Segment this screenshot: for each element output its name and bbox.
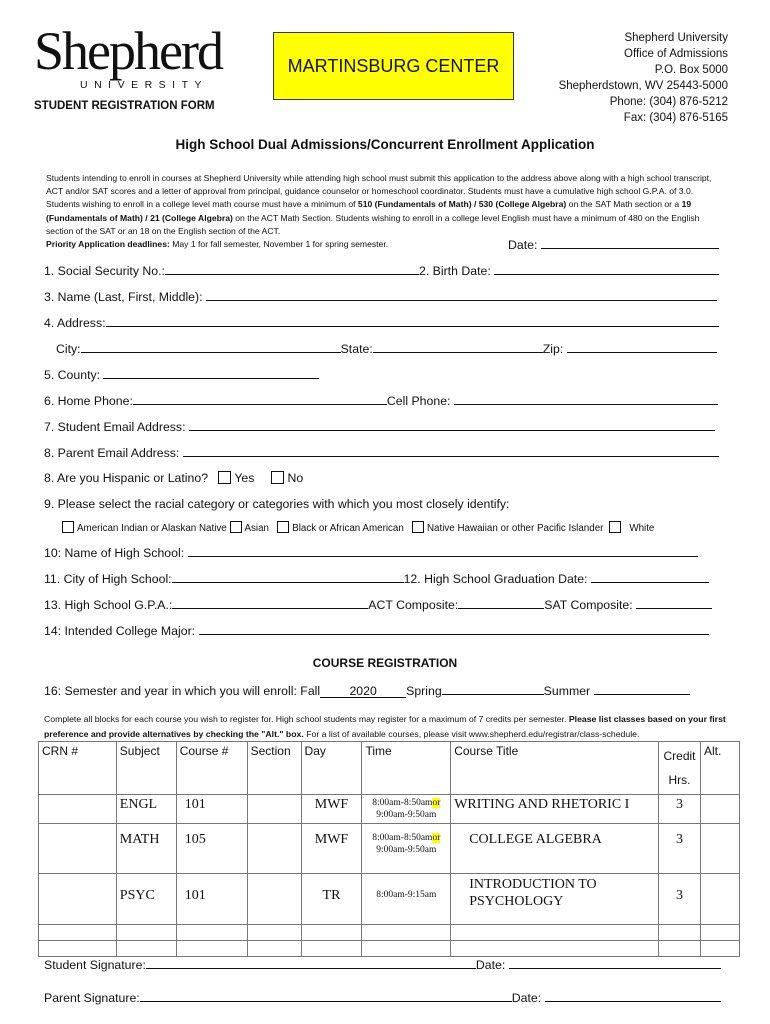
- title-cell[interactable]: INTRODUCTION TO PSYCHOLOGY: [451, 874, 659, 925]
- address-label: 4. Address:: [44, 316, 106, 330]
- student-date-label: Date:: [475, 958, 506, 972]
- hs-name-label: 10: Name of High School:: [44, 546, 185, 560]
- hispanic-no-checkbox[interactable]: [271, 471, 284, 484]
- day-cell[interactable]: MWF: [301, 795, 362, 824]
- summer-field[interactable]: [594, 683, 690, 695]
- deadline-text: May 1 for fall semester, November 1 for spring semester.: [169, 239, 389, 250]
- name-field[interactable]: [206, 289, 717, 301]
- header-credit: [659, 742, 701, 795]
- form-title: STUDENT REGISTRATION FORM: [34, 100, 215, 112]
- parent-date-field[interactable]: [545, 990, 721, 1002]
- hs-city-label: 11. City of High School:: [44, 572, 172, 586]
- city-label: City:: [56, 342, 81, 356]
- course-note-tail: For a list of available courses, please visit www.shepherd.edu/registrar/class-schedule.: [303, 728, 640, 739]
- course-note-text: Complete all blocks for each course you wish to register for. High school students may register for a maximum of 7 credits per semester.: [44, 714, 569, 724]
- intro-text: on the SAT Math section or a: [566, 199, 682, 210]
- table-row: [39, 925, 740, 941]
- university-logo: [34, 21, 222, 91]
- student-email-label: 7. Student Email Address:: [44, 420, 186, 434]
- alt-cell[interactable]: [701, 795, 740, 824]
- field-row-10: [44, 545, 698, 560]
- crn-cell[interactable]: [39, 824, 117, 874]
- crn-cell[interactable]: [39, 925, 117, 941]
- field-row-5: [44, 367, 319, 382]
- home-phone-field[interactable]: [133, 393, 387, 405]
- table-row: [39, 941, 740, 957]
- header-section: Section: [247, 742, 301, 795]
- address-field[interactable]: [106, 315, 719, 327]
- table-row: [39, 795, 740, 824]
- hispanic-yes-checkbox[interactable]: [218, 471, 231, 484]
- address-line: Office of Admissions: [624, 48, 728, 60]
- ssn-label: 1. Social Security No.:: [44, 264, 165, 278]
- deadline-label: Priority Application deadlines:: [46, 239, 170, 250]
- summer-label: Summer: [543, 684, 591, 698]
- table-header-row: [39, 742, 740, 795]
- spring-field[interactable]: [442, 683, 544, 695]
- race-option-label: White: [629, 523, 655, 534]
- credit-cell[interactable]: [659, 941, 701, 957]
- credit-cell[interactable]: 3: [659, 824, 701, 874]
- act-label: ACT Composite:: [368, 598, 459, 612]
- cell-phone-label: Cell Phone:: [386, 394, 451, 408]
- crn-cell[interactable]: [39, 874, 117, 925]
- hs-grad-field[interactable]: [591, 571, 709, 583]
- time-option: 9:00am-9:50am: [376, 810, 437, 820]
- logo-subtitle: UNIVERSITY: [80, 79, 209, 91]
- parent-date-label: Date:: [511, 991, 542, 1005]
- sat-label: SAT Composite:: [544, 598, 633, 612]
- yes-label: Yes: [234, 471, 255, 485]
- intro-text: Students intending to enroll in courses at Shepherd University while attending high school must submit this application to the address above along with a high school transcript, ACT and/or SAT scores and a letter of approval from principal, guidance counselor or homeschool coordinator. Students must have a cumulative high school G.P.A. of 3.0. Students wishing to enroll in a college level math course must have a minimum of: [46, 173, 712, 210]
- ssn-field[interactable]: [165, 263, 419, 275]
- title-cell[interactable]: [451, 941, 659, 957]
- race-option-label: Native Hawaiian or other Pacific Islander: [426, 523, 604, 534]
- parent-email-field[interactable]: [183, 445, 719, 457]
- parent-signature-field[interactable]: [140, 990, 512, 1002]
- race-question: 9. Please select the racial category or categories with which you most closely identify:: [44, 497, 510, 511]
- semester-row: [44, 683, 690, 698]
- parent-signature-row: [44, 990, 721, 1005]
- alt-cell[interactable]: [701, 925, 740, 941]
- race-option-label: Black or African American: [292, 523, 404, 534]
- office-address: [559, 30, 728, 126]
- section-cell[interactable]: [247, 795, 301, 824]
- time-option: 8:00am-8:50am: [372, 833, 433, 843]
- fall-value: 2020: [349, 684, 377, 698]
- student-signature-label: Student Signature:: [44, 958, 146, 972]
- no-label: No: [287, 471, 304, 485]
- center-box-label: MARTINSBURG CENTER: [287, 55, 500, 76]
- gpa-field[interactable]: [172, 597, 368, 609]
- spring-label: Spring: [406, 684, 442, 698]
- zip-field[interactable]: [567, 341, 717, 353]
- credit-cell[interactable]: 3: [659, 874, 701, 925]
- field-row-city: [56, 341, 717, 356]
- header-alt: Alt.: [701, 742, 740, 795]
- course-registration-title: COURSE REGISTRATION: [312, 656, 458, 670]
- course-note: [44, 712, 734, 741]
- credit-cell[interactable]: [659, 925, 701, 941]
- field-row-6: [44, 393, 718, 408]
- hispanic-label: 8. Are you Hispanic or Latino?: [44, 471, 209, 485]
- student-email-field[interactable]: [189, 419, 715, 431]
- intro-text: on the ACT Math Section. Students wishing to enroll in a college level English must have a minimum of 480 on the English section of the SAT or an 18 on the English section of the ACT.: [46, 212, 700, 236]
- section-cell[interactable]: [247, 925, 301, 941]
- page-heading: High School Dual Admissions/Concurrent Enrollment Application: [175, 137, 595, 152]
- header-hrs-label: Hrs.: [668, 773, 691, 787]
- subject-cell[interactable]: PSYC: [116, 874, 176, 925]
- section-cell[interactable]: [247, 941, 301, 957]
- crn-cell[interactable]: [39, 795, 117, 824]
- title-cell[interactable]: COLLEGE ALGEBRA: [451, 824, 659, 874]
- header-time: Time: [362, 742, 451, 795]
- gpa-label: 13. High School G.P.A.:: [44, 598, 173, 612]
- parent-signature-label: Parent Signature:: [44, 991, 140, 1005]
- student-signature-row: [44, 957, 721, 972]
- time-cell[interactable]: [362, 795, 451, 824]
- alt-cell[interactable]: [701, 941, 740, 957]
- student-signature-field[interactable]: [146, 957, 476, 969]
- name-label: 3. Name (Last, First, Middle):: [44, 290, 203, 304]
- course-cell[interactable]: [176, 925, 247, 941]
- county-label: 5. County:: [44, 368, 101, 382]
- field-row-8: [44, 445, 719, 460]
- intro-math-sat: 510 (Fundamentals of Math) / 530 (College Algebra): [357, 199, 567, 210]
- section-cell[interactable]: [247, 824, 301, 874]
- parent-email-label: 8. Parent Email Address:: [44, 446, 180, 460]
- header-crn: CRN #: [39, 742, 117, 795]
- section-cell[interactable]: [247, 874, 301, 925]
- address-line: P.O. Box 5000: [654, 64, 728, 76]
- sat-field[interactable]: [636, 597, 712, 609]
- course-cell[interactable]: 101: [176, 874, 247, 925]
- day-cell[interactable]: MWF: [301, 824, 362, 874]
- zip-label: Zip:: [542, 342, 564, 356]
- subject-cell[interactable]: ENGL: [116, 795, 176, 824]
- header-credit-label: Credit: [663, 749, 696, 763]
- state-field[interactable]: [373, 341, 543, 353]
- time-cell[interactable]: 8:00am-9:15am: [362, 874, 451, 925]
- time-cell[interactable]: [362, 941, 451, 957]
- table-row: [39, 824, 740, 874]
- time-cell[interactable]: [362, 925, 451, 941]
- hs-grad-label: 12. High School Graduation Date:: [403, 572, 588, 586]
- birth-date-field[interactable]: [494, 263, 719, 275]
- time-cell[interactable]: [362, 824, 451, 874]
- race-checkbox-asian[interactable]: [230, 521, 242, 533]
- time-option: 9:00am-9:50am: [376, 845, 437, 855]
- date-field[interactable]: [541, 237, 719, 249]
- race-checkbox-american-indian[interactable]: [62, 521, 74, 533]
- semester-question: 16: Semester and year in which you will enroll: Fall: [44, 684, 321, 698]
- header-subject: Subject: [116, 742, 176, 795]
- race-checkbox-black[interactable]: [277, 521, 289, 533]
- fall-field[interactable]: [320, 684, 406, 698]
- time-or: or: [432, 798, 441, 808]
- home-phone-label: 6. Home Phone:: [44, 394, 133, 408]
- field-row-3: [44, 289, 717, 304]
- time-or: or: [432, 833, 441, 843]
- field-row-hispanic: [44, 471, 303, 485]
- race-option-label: American Indian or Alaskan Native: [77, 523, 227, 534]
- course-cell[interactable]: 101: [176, 795, 247, 824]
- course-note-bold: Please list classes based on your first preference and provide alternatives by checking the "Alt." box.: [44, 714, 726, 739]
- header-course: Course #: [176, 742, 247, 795]
- birth-date-label: 2. Birth Date:: [418, 264, 491, 278]
- alt-cell[interactable]: [701, 874, 740, 925]
- race-checkbox-pacific-islander[interactable]: [412, 521, 424, 533]
- day-cell[interactable]: [301, 941, 362, 957]
- logo-wordmark: Shepherd: [34, 21, 222, 81]
- title-cell[interactable]: [451, 925, 659, 941]
- day-cell[interactable]: TR: [301, 874, 362, 925]
- address-line: Shepherd University: [624, 32, 728, 44]
- field-row-4: [44, 315, 719, 330]
- table-row: [39, 874, 740, 925]
- address-line: Phone: (304) 876-5212: [609, 96, 728, 108]
- race-option-label: Asian: [244, 523, 270, 534]
- field-row-13: [44, 597, 712, 612]
- student-date-field[interactable]: [509, 957, 721, 969]
- course-cell[interactable]: 105: [176, 824, 247, 874]
- header-day: Day: [301, 742, 362, 795]
- title-cell[interactable]: WRITING AND RHETORIC I: [451, 795, 659, 824]
- subject-cell[interactable]: MATH: [116, 824, 176, 874]
- field-row-1: [44, 263, 719, 278]
- city-field[interactable]: [81, 341, 341, 353]
- act-field[interactable]: [458, 597, 544, 609]
- course-table: [38, 741, 740, 957]
- address-line: Fax: (304) 876-5165: [623, 112, 728, 124]
- course-cell[interactable]: [176, 941, 247, 957]
- subject-cell[interactable]: [116, 941, 176, 957]
- county-field[interactable]: [103, 367, 319, 379]
- intro-math-act: 19 (Fundamentals of Math) / 21 (College Algebra): [46, 199, 692, 223]
- application-date: [508, 237, 719, 252]
- subject-cell[interactable]: [116, 925, 176, 941]
- day-cell[interactable]: [301, 925, 362, 941]
- hs-name-field[interactable]: [188, 545, 698, 557]
- alt-cell[interactable]: [701, 824, 740, 874]
- race-options: [62, 521, 654, 534]
- cell-phone-field[interactable]: [454, 393, 718, 405]
- field-row-14: [44, 623, 709, 638]
- major-label: 14: Intended College Major:: [44, 624, 196, 638]
- field-row-11: [44, 571, 709, 586]
- state-label: State:: [340, 342, 373, 356]
- center-box: [273, 32, 514, 100]
- field-row-7: [44, 419, 715, 434]
- hs-city-field[interactable]: [172, 571, 404, 583]
- time-option: 8:00am-8:50am: [372, 798, 433, 808]
- date-label: Date:: [508, 238, 538, 252]
- major-field[interactable]: [199, 623, 709, 635]
- address-line: Shepherdstown, WV 25443-5000: [558, 80, 728, 92]
- credit-cell[interactable]: 3: [659, 795, 701, 824]
- crn-cell[interactable]: [39, 941, 117, 957]
- race-checkbox-white[interactable]: [609, 521, 621, 533]
- header-title: Course Title: [451, 742, 659, 795]
